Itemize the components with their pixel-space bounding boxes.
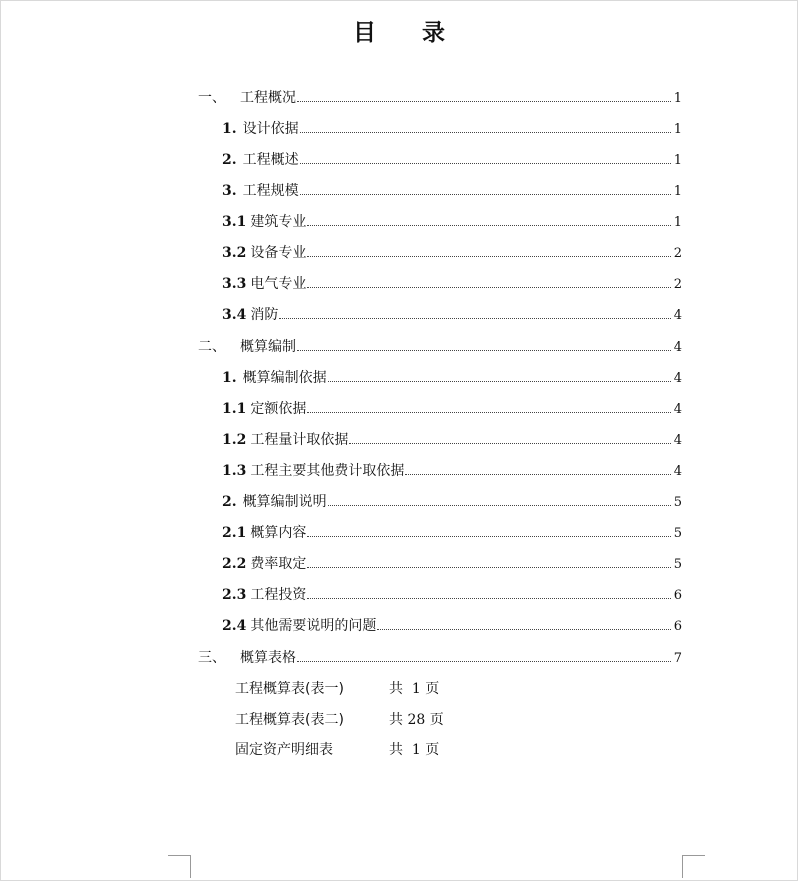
- toc-entry-text: 电气专业: [250, 276, 307, 292]
- toc-entry-text: 工程概况: [240, 90, 296, 106]
- toc-entry-text: 其他需要说明的问题: [250, 618, 377, 634]
- toc-entry-number: 1.: [222, 370, 237, 386]
- toc-entry-number: 1.2: [222, 432, 247, 448]
- toc-entry[interactable]: [222, 399, 682, 419]
- toc-entry-page: 4: [673, 433, 682, 448]
- toc-entry-page: 6: [673, 588, 682, 603]
- toc-entry-text: 工程规模: [242, 183, 299, 199]
- toc-entry[interactable]: [222, 461, 682, 481]
- toc-entry-page: 2: [673, 246, 682, 261]
- toc-entry-number: 3.1: [222, 214, 247, 230]
- toc-leader: [307, 286, 670, 288]
- toc-entry[interactable]: [198, 337, 682, 357]
- toc-entry-page: 2: [673, 277, 682, 292]
- toc-entry-page: 1: [673, 153, 682, 168]
- sheet-page-count: 共 28 页: [389, 712, 444, 728]
- toc-entry[interactable]: [198, 648, 682, 668]
- toc-entry-page: 6: [673, 619, 682, 634]
- toc-leader: [307, 411, 670, 413]
- sheet-list-item: [235, 679, 439, 699]
- toc-entry-number: 二、: [198, 339, 226, 355]
- toc-entry-page: 4: [673, 340, 682, 355]
- toc-entry[interactable]: [222, 616, 682, 636]
- toc-entry[interactable]: [222, 554, 682, 574]
- title-char-1: 目: [353, 20, 376, 46]
- toc-entry-number: 2.: [222, 152, 237, 168]
- toc-entry-page: 4: [673, 371, 682, 386]
- toc-entry-number: 2.1: [222, 525, 247, 541]
- toc-entry-text: 消防: [250, 307, 279, 323]
- toc-entry-page: 4: [673, 402, 682, 417]
- toc-entry-number: 2.: [222, 494, 237, 510]
- toc-entry-page: 4: [673, 308, 682, 323]
- sheet-page-count: 共 1 页: [389, 681, 440, 697]
- toc-leader: [307, 597, 670, 599]
- toc-entry-page: 7: [673, 651, 682, 666]
- toc-entry-text: 设备专业: [250, 245, 307, 261]
- toc-entry-page: 1: [673, 122, 682, 137]
- toc-entry-number: 一、: [198, 90, 226, 106]
- toc-entry-text: 概算编制: [240, 339, 296, 355]
- toc-entry-page: 4: [673, 464, 682, 479]
- toc-entry-number: 1.: [222, 121, 237, 137]
- sheet-name: 固定资产明细表: [235, 742, 333, 758]
- toc-leader: [279, 317, 670, 319]
- toc-entry-text: 建筑专业: [250, 214, 307, 230]
- toc-entry[interactable]: [222, 368, 682, 388]
- toc-entry[interactable]: [222, 305, 682, 325]
- toc-entry-text: 定额依据: [250, 401, 307, 417]
- sheet-list-item: [235, 710, 444, 730]
- toc-leader: [307, 224, 670, 226]
- crop-mark-right: [682, 855, 705, 878]
- toc-leader: [328, 504, 671, 506]
- toc-entry-page: 5: [673, 557, 682, 572]
- toc-entry[interactable]: [222, 585, 682, 605]
- toc-entry-text: 概算编制说明: [242, 494, 327, 510]
- toc-entry-number: 3.2: [222, 245, 247, 261]
- toc-entry-number: 1.1: [222, 401, 247, 417]
- sheet-page-count: 共 1 页: [389, 742, 440, 758]
- sheet-list-item: [235, 740, 439, 760]
- sheet-name: 工程概算表(表二): [235, 712, 344, 728]
- toc-entry-number: 2.3: [222, 587, 247, 603]
- toc-leader: [297, 660, 671, 662]
- toc-leader: [307, 535, 670, 537]
- toc-entry[interactable]: [198, 88, 682, 108]
- toc-leader: [307, 255, 670, 257]
- toc-entry-number: 2.2: [222, 556, 247, 572]
- toc-entry[interactable]: [222, 492, 682, 512]
- toc-entry-text: 费率取定: [250, 556, 307, 572]
- toc-leader: [300, 193, 671, 195]
- toc-entry[interactable]: [222, 243, 682, 263]
- toc-leader: [300, 131, 671, 133]
- toc-entry[interactable]: [222, 523, 682, 543]
- toc-entry[interactable]: [222, 212, 682, 232]
- sheet-name: 工程概算表(表一): [235, 681, 344, 697]
- toc-entry-text: 工程量计取依据: [250, 432, 349, 448]
- toc-leader: [300, 162, 671, 164]
- toc-entry-page: 1: [673, 184, 682, 199]
- toc-entry-number: 3.4: [222, 307, 247, 323]
- title-char-2: 录: [422, 20, 445, 46]
- toc-leader: [297, 100, 671, 102]
- toc-entry-page: 5: [673, 495, 682, 510]
- toc-leader: [297, 349, 671, 351]
- toc-entry-text: 工程主要其他费计取依据: [250, 463, 405, 479]
- toc-entry-number: 3.3: [222, 276, 247, 292]
- toc-entry-text: 概算内容: [250, 525, 307, 541]
- toc-entry[interactable]: [222, 181, 682, 201]
- toc-entry[interactable]: [222, 119, 682, 139]
- toc-entry-page: 5: [673, 526, 682, 541]
- toc-leader: [328, 380, 671, 382]
- page-title: [0, 14, 798, 47]
- toc-leader: [405, 473, 670, 475]
- toc-entry-page: 1: [673, 91, 682, 106]
- toc-entry-text: 工程概述: [242, 152, 299, 168]
- toc-entry[interactable]: [222, 274, 682, 294]
- toc-entry-text: 工程投资: [250, 587, 307, 603]
- toc-entry[interactable]: [222, 430, 682, 450]
- crop-mark-left: [168, 855, 191, 878]
- toc-leader: [307, 566, 670, 568]
- toc-entry[interactable]: [222, 150, 682, 170]
- toc-entry-number: 三、: [198, 650, 226, 666]
- toc-entry-number: 2.4: [222, 618, 247, 634]
- toc-entry-number: 1.3: [222, 463, 247, 479]
- toc-entry-number: 3.: [222, 183, 237, 199]
- toc-leader: [377, 628, 670, 630]
- toc-entry-text: 设计依据: [242, 121, 299, 137]
- toc-entry-text: 概算表格: [240, 650, 296, 666]
- toc-entry-page: 1: [673, 215, 682, 230]
- toc-entry-text: 概算编制依据: [242, 370, 327, 386]
- toc-leader: [349, 442, 670, 444]
